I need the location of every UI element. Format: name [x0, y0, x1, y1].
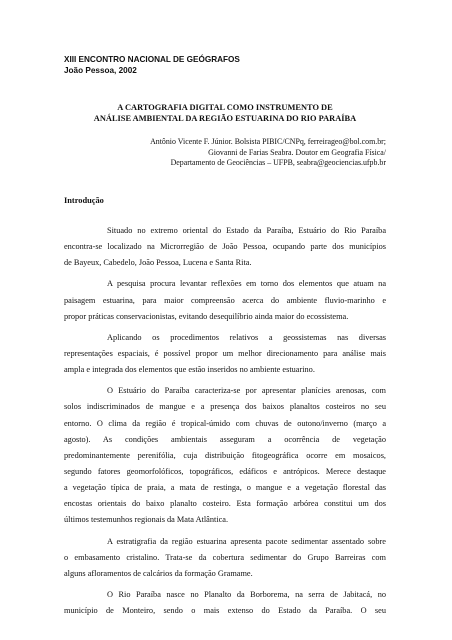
- paragraph-line: O Estuário do Paraíba caracteriza-se por apresentar planícies arenosas, com: [107, 386, 386, 396]
- paragraph-line: ampla e integrada dos elementos que estão inseridos no ambiente estuarino.: [64, 365, 315, 375]
- body-paragraph: [64, 383, 386, 528]
- author-line: Antônio Vicente F. Júnior. Bolsista PIBIC/CNPq, ferreirageo@bol.com.br;: [150, 137, 386, 146]
- paragraph-line: Situado no extremo oriental do Estado da Paraíba, Estuário do Rio Paraíba: [107, 226, 386, 235]
- paragraph-line: O Rio Paraíba nasce no Planalto da Borborema, na serra de Jabitacá, no: [107, 589, 386, 599]
- body-paragraph: [64, 330, 386, 378]
- paper-title-line: A CARTOGRAFIA DIGITAL COMO INSTRUMENTO DE: [117, 103, 333, 112]
- paragraph-line: propor práticas conservacionistas, evitando desequilíbrio ainda maior do ecossistema.: [64, 311, 349, 321]
- paragraph-line: o embasamento cristalino. Trata-se da cobertura sedimentar do Grupo Barreiras com: [64, 552, 386, 562]
- body-paragraph: [64, 587, 386, 619]
- paragraph-line: agosto). As condições ambientais asseguram a ocorrência de vegetação: [64, 434, 386, 444]
- paragraph-line: A estratigrafia da região estuarina apresenta pacote sedimentar assentado sobre: [107, 536, 386, 546]
- paragraph-line: de Bayeux, Cabedelo, João Pessoa, Lucena e Santa Rita.: [64, 258, 252, 268]
- paragraph-line: encostas orientais do baixo planalto costeiro. Esta formação arbórea constitui um dos: [64, 499, 386, 509]
- paragraph-line: alguns afloramentos de calcários da formação Gramame.: [64, 568, 253, 578]
- paragraph-line: Aplicando os procedimentos relativos a geossistemas nas diversas: [107, 332, 386, 342]
- author-block: [150, 137, 386, 169]
- paragraph-line: representações espaciais, é possível propor um melhor direcionamento para análise mais: [64, 348, 386, 358]
- paragraph-line: A pesquisa procura levantar reflexões em torno dos elementos que atuam na: [107, 279, 386, 289]
- author-line: Giovanni de Farias Seabra. Doutor em Geografia Física/: [208, 147, 386, 157]
- paragraph-line: paisagem estuarina, para maior compreensão acerca do ambiente fluvio-marinho e: [64, 295, 386, 305]
- conference-location-year: João Pessoa, 2002: [64, 66, 137, 75]
- body-paragraph: [64, 223, 386, 271]
- body-text: [64, 223, 386, 624]
- body-paragraph: [64, 276, 386, 324]
- paragraph-line: a vegetação típica de praia, a mata de restinga, o mangue e a vegetação florestal das: [64, 483, 386, 493]
- paper-title-line: ANÁLISE AMBIENTAL DA REGIÃO ESTUARINA DO RIO PARAÍBA: [93, 114, 357, 123]
- paragraph-line: município de Monteiro, sendo o mais extenso do Estado da Paraíba. O seu: [64, 606, 386, 616]
- conference-header: [64, 54, 240, 76]
- paper-title: [64, 102, 386, 124]
- body-paragraph: [64, 534, 386, 582]
- paragraph-line: segundo fatores geomorfolóficos, topográficos, edáficos e antrópicos. Merece destaque: [64, 466, 386, 476]
- conference-name: XIII ENCONTRO NACIONAL DE GEÓGRAFOS: [64, 55, 240, 64]
- paragraph-line: encontra-se localizado na Microrregião de João Pessoa, ocupando parte dos municípios: [64, 242, 386, 252]
- paragraph-line: predominantemente perenifólia, cuja distribuição fitogeográfica ocorre em mosaicos,: [64, 450, 386, 460]
- paragraph-line: entorno. O clima da região é tropical-úmido com chuvas de outono/inverno (março a: [64, 418, 386, 428]
- paragraph-line: solos indiscriminados de mangue e a presença dos baixos planaltos costeiros no seu: [64, 402, 386, 412]
- paragraph-line: últimos testemunhos regionais da Mata Atlântica.: [64, 515, 229, 525]
- author-line: Departamento de Geociências – UFPB, seabra@geociencias.ufpb.br: [170, 158, 386, 167]
- section-heading: Introdução: [64, 196, 104, 205]
